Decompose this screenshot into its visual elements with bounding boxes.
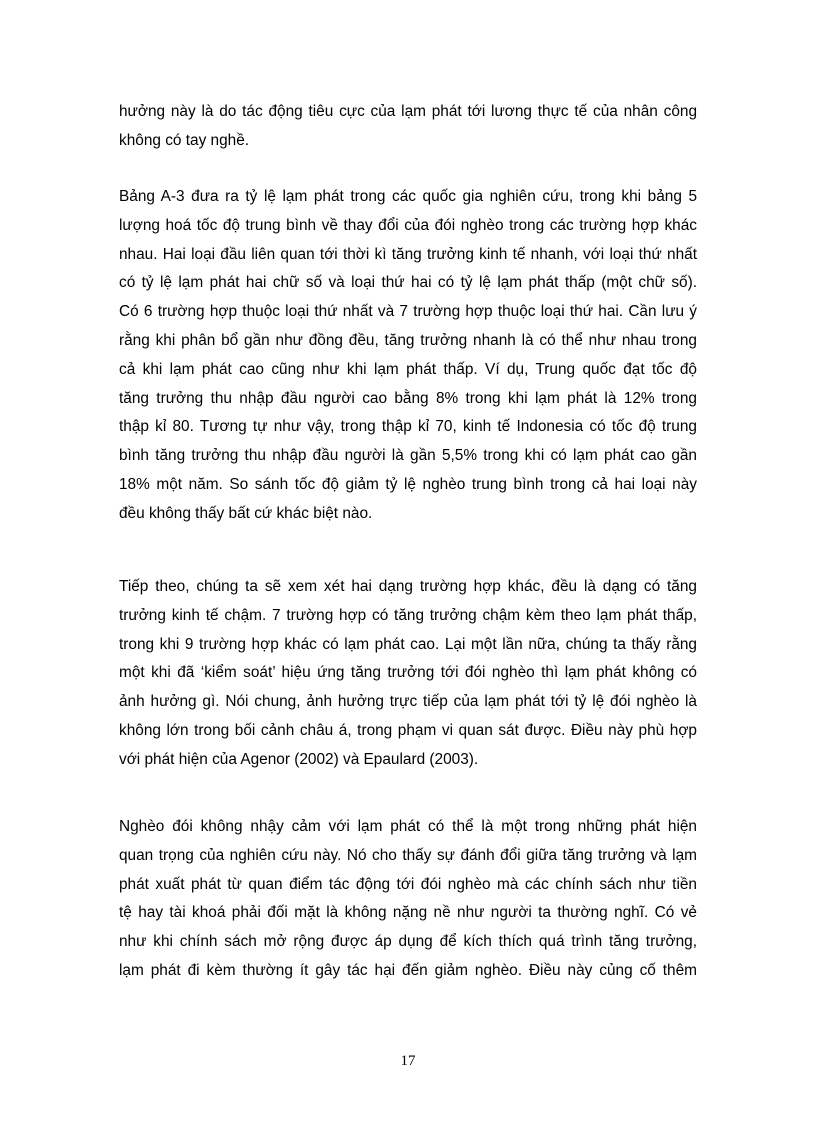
paragraph-line: rằng khi phân bổ gần như đồng đều, tăng trưởng nhanh là có thể như nhau trong <box>119 331 697 349</box>
paragraph-line: không lớn trong bối cảnh châu á, trong phạm vi quan sát được. Điều này phù hợp <box>119 721 697 739</box>
paragraph-line: lượng hoá tốc độ trung bình về thay đổi của đói nghèo trong các trường hợp khác <box>119 216 697 234</box>
paragraph-line: một khi đã ‘kiểm soát’ hiệu ứng tăng trưởng tới đói nghèo thì lạm phát không có <box>119 664 697 682</box>
paragraph-line: như khi chính sách mở rộng được áp dụng để kích thích quá trình tăng trưởng, <box>119 933 697 951</box>
paragraph-line: tăng trưởng thu nhập đầu người cao bằng 8% trong khi lạm phát là 12% trong <box>119 389 697 407</box>
paragraph-4 <box>119 813 697 986</box>
paragraph-line: có tỷ lệ lạm phát hai chữ số và loại thứ hai có tỷ lệ lạm phát thấp (một chữ số). <box>119 274 697 292</box>
paragraph-line: nhau. Hai loại đầu liên quan tới thời kì tăng trưởng kinh tế nhanh, với loại thứ nhất <box>119 245 697 263</box>
paragraph-1 <box>119 98 697 156</box>
paragraph-line: Tiếp theo, chúng ta sẽ xem xét hai dạng trường hợp khác, đều là dạng có tăng <box>119 578 697 595</box>
paragraph-line: 18% một năm. So sánh tốc độ giảm tỷ lệ nghèo trung bình trong cả hai loại này <box>119 475 697 493</box>
paragraph-line: thập kỉ 80. Tương tự như vậy, trong thập kỉ 70, kinh tế Indonesia có tốc độ trung <box>119 418 697 436</box>
paragraph-line: không có tay nghề. <box>119 131 250 149</box>
paragraph-line: hưởng này là do tác động tiêu cực của lạm phát tới lương thực tế của nhân công <box>119 103 697 120</box>
paragraph-line: lạm phát đi kèm thường ít gây tác hại đến giảm nghèo. Điều này củng cố thêm <box>119 961 697 979</box>
paragraph-line: đều không thấy bất cứ khác biệt nào. <box>119 504 373 522</box>
paragraph-3 <box>119 573 697 775</box>
paragraph-line: ảnh hưởng gì. Nói chung, ảnh hưởng trực tiếp của lạm phát tới tỷ lệ đói nghèo là <box>119 693 697 711</box>
paragraph-line: Có 6 trường hợp thuộc loại thứ nhất và 7 trường hợp thuộc loại thứ hai. Cần lưu ý <box>119 303 697 321</box>
paragraph-line: với phát hiện của Agenor (2002) và Epaulard (2003). <box>119 750 479 768</box>
paragraph-line: quan trọng của nghiên cứu này. Nó cho thấy sự đánh đổi giữa tăng trưởng và lạm <box>119 846 697 864</box>
paragraph-line: Nghèo đói không nhậy cảm với lạm phát có thể là một trong những phát hiện <box>119 818 697 835</box>
paragraph-line: phát xuất phát từ quan điểm tác động tới đói nghèo mà các chính sách như tiền <box>119 875 697 893</box>
paragraph-line: tệ hay tài khoá phải đối mặt là không nặng nề như người ta thường nghĩ. Có vẻ <box>119 904 697 922</box>
paragraph-line: bình tăng trưởng thu nhập đầu người là gần 5,5% trong khi có lạm phát cao gần <box>119 447 697 465</box>
paragraph-line: cả khi lạm phát cao cũng như khi lạm phát thấp. Ví dụ, Trung quốc đạt tốc độ <box>119 360 697 378</box>
paragraph-line: trưởng kinh tế chậm. 7 trường hợp có tăng trưởng chậm kèm theo lạm phát thấp, <box>119 606 697 624</box>
paragraph-2 <box>119 183 697 529</box>
page-number: 17 <box>400 1053 416 1069</box>
paragraph-line: Bảng A-3 đưa ra tỷ lệ lạm phát trong các quốc gia nghiên cứu, trong khi bảng 5 <box>119 188 697 205</box>
paragraph-line: trong khi 9 trường hợp khác có lạm phát cao. Lại một lần nữa, chúng ta thấy rằng <box>119 635 697 653</box>
